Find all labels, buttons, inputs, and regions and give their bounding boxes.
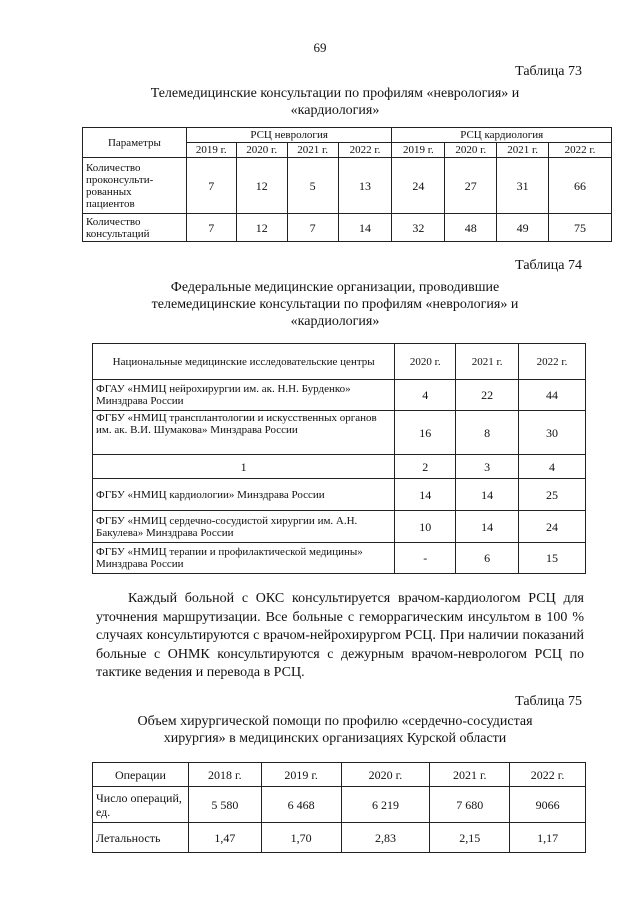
table74-org-name: ФГБУ «НМИЦ терапии и профилактической медицины» Минздрава России	[93, 543, 395, 574]
table74-header-year: 2021 г.	[456, 344, 519, 380]
table74-cell: 14	[395, 479, 456, 511]
table73-cell: 49	[497, 214, 549, 242]
table74-label: Таблица 74	[515, 258, 582, 273]
table74-column-number: 4	[519, 455, 586, 479]
table73-cell: 66	[549, 158, 612, 214]
table74-title-line1: Федеральные медицинские организации, проводившие	[170, 280, 500, 295]
table75-title-line1: Объем хирургической помощи по профилю «сердечно-сосудистая	[137, 714, 533, 729]
table75-cell: 7 680	[430, 787, 510, 823]
table73-year: 2020 г.	[236, 143, 287, 158]
table75-cell: 2,15	[430, 823, 510, 853]
table73-year: 2021 г.	[287, 143, 338, 158]
table73-title-line2: «кардиология»	[290, 103, 380, 118]
table73-row-label: Количество проконсульти-рованных пациентов	[83, 158, 187, 214]
table73-param-header: Параметры	[83, 128, 187, 158]
table74-header-centers: Национальные медицинские исследовательские центры	[93, 344, 395, 380]
table74-org-name: ФГБУ «НМИЦ трансплантологии и искусственных органов им. ак. В.И. Шумакова» Минздрава России	[93, 411, 395, 455]
table74-cell: 24	[519, 511, 586, 543]
table-row	[83, 158, 612, 214]
table74-cell: 16	[395, 411, 456, 455]
table73-cell: 12	[236, 214, 287, 242]
table73-cell: 7	[186, 214, 236, 242]
table74	[92, 343, 586, 574]
table73-cell: 32	[392, 214, 445, 242]
table73-cell: 13	[338, 158, 392, 214]
table75-header-year: 2018 г.	[188, 763, 261, 787]
table74-cell: 44	[519, 380, 586, 411]
table-row	[83, 214, 612, 242]
table74-cell: 10	[395, 511, 456, 543]
table73-cell: 27	[445, 158, 497, 214]
table74-cell: -	[395, 543, 456, 574]
table74-cell: 25	[519, 479, 586, 511]
table-row	[93, 511, 586, 543]
table73-year: 2021 г.	[497, 143, 549, 158]
table73	[82, 127, 612, 242]
table73-label: Таблица 73	[515, 64, 582, 79]
table-row	[93, 455, 586, 479]
table75-cell: 2,83	[341, 823, 430, 853]
table75-header-operations: Операции	[93, 763, 189, 787]
table73-year: 2019 г.	[186, 143, 236, 158]
table74-title-line2: телемедицинские консультации по профилям «неврология» и	[151, 297, 519, 312]
table74-cell: 14	[456, 479, 519, 511]
table75-cell: 6 468	[261, 787, 341, 823]
table75-cell: 9066	[510, 787, 586, 823]
table73-group-neurology: РСЦ неврология	[186, 128, 392, 143]
table74-column-number: 1	[93, 455, 395, 479]
table73-year: 2022 г.	[338, 143, 392, 158]
table74-org-name: ФГБУ «НМИЦ кардиологии» Минздрава России	[93, 479, 395, 511]
table74-column-number: 3	[456, 455, 519, 479]
table74-column-number: 2	[395, 455, 456, 479]
table73-cell: 14	[338, 214, 392, 242]
table73-title-line1: Телемедицинские консультации по профилям «неврология» и	[150, 86, 520, 101]
table73-cell: 7	[186, 158, 236, 214]
table74-header-year: 2022 г.	[519, 344, 586, 380]
table73-group-cardiology: РСЦ кардиология	[392, 128, 612, 143]
table75-cell: 6 219	[341, 787, 430, 823]
table74-cell: 4	[395, 380, 456, 411]
table75-cell: 5 580	[188, 787, 261, 823]
table73-year: 2020 г.	[445, 143, 497, 158]
table-row	[93, 479, 586, 511]
table75-title	[120, 713, 550, 747]
table75-title-line2: хирургия» в медицинских организациях Курской области	[163, 731, 507, 746]
table-row	[93, 823, 586, 853]
table-row	[93, 543, 586, 574]
table75-header-year: 2019 г.	[261, 763, 341, 787]
body-paragraph	[96, 590, 584, 683]
table73-cell: 31	[497, 158, 549, 214]
table74-cell: 30	[519, 411, 586, 455]
table75	[92, 762, 586, 853]
table75-row-label: Летальность	[93, 823, 189, 853]
table74-cell: 22	[456, 380, 519, 411]
table74-cell: 6	[456, 543, 519, 574]
table73-cell: 5	[287, 158, 338, 214]
table75-header-year: 2020 г.	[341, 763, 430, 787]
table-row	[93, 411, 586, 455]
table73-cell: 48	[445, 214, 497, 242]
table75-cell: 1,47	[188, 823, 261, 853]
table74-title-line3: «кардиология»	[290, 314, 380, 329]
table74-org-name: ФГБУ «НМИЦ сердечно-сосудистой хирургии им. А.Н. Бакулева» Минздрава России	[93, 511, 395, 543]
table74-title	[120, 279, 550, 330]
table73-cell: 75	[549, 214, 612, 242]
table74-cell: 15	[519, 543, 586, 574]
table73-year: 2022 г.	[549, 143, 612, 158]
table75-cell: 1,17	[510, 823, 586, 853]
table74-cell: 8	[456, 411, 519, 455]
table-row	[93, 380, 586, 411]
table-row	[93, 787, 586, 823]
table73-title	[120, 85, 550, 119]
table75-header-year: 2022 г.	[510, 763, 586, 787]
table74-org-name: ФГАУ «НМИЦ нейрохирургии им. ак. Н.Н. Бурденко» Минздрава России	[93, 380, 395, 411]
table73-year: 2019 г.	[392, 143, 445, 158]
paragraph-text: Каждый больной с ОКС консультируется врачом-кардиологом РСЦ для уточнения маршрутизации. Все больные с геморрагическим инсультом в 100 % случаях консультируются с врачом-нейрохирургом РСЦ. При наличии показаний больные с ОНМК консультируются с дежурным врачом-неврологом РСЦ по тактике ведения и перевода в РСЦ.	[96, 591, 584, 681]
table73-row-label: Количество консультаций	[83, 214, 187, 242]
table73-cell: 7	[287, 214, 338, 242]
table75-label: Таблица 75	[515, 694, 582, 709]
table73-cell: 24	[392, 158, 445, 214]
table75-header-year: 2021 г.	[430, 763, 510, 787]
page-number: 69	[313, 40, 327, 55]
table74-header-year: 2020 г.	[395, 344, 456, 380]
table73-cell: 12	[236, 158, 287, 214]
table75-row-label: Число операций, ед.	[93, 787, 189, 823]
table74-cell: 14	[456, 511, 519, 543]
table75-cell: 1,70	[261, 823, 341, 853]
